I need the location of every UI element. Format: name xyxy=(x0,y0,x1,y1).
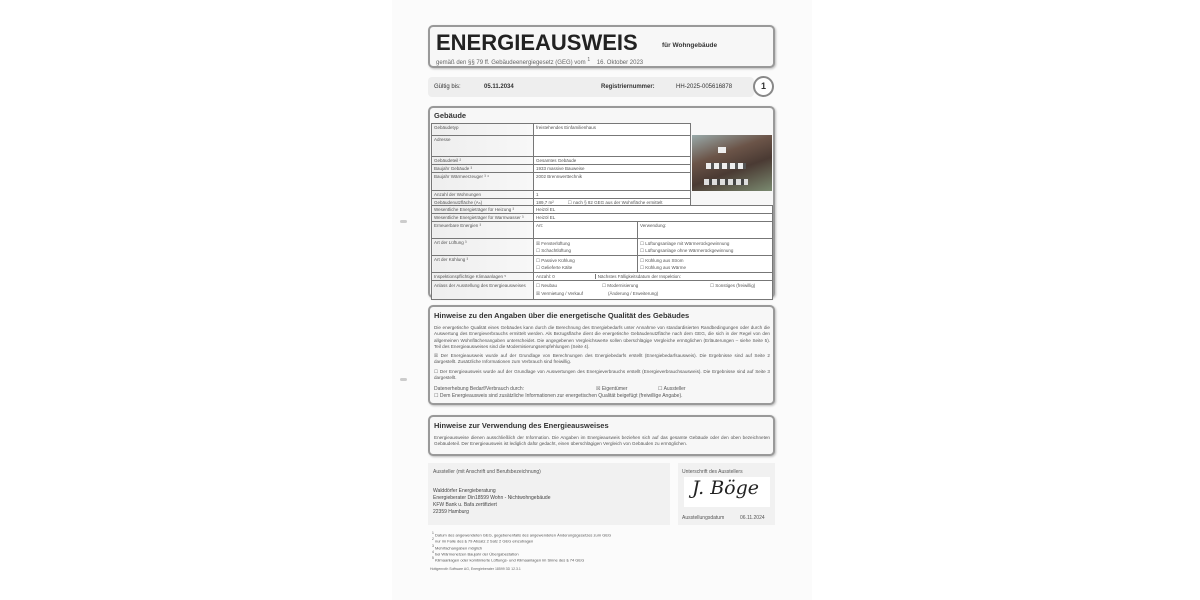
document-title: ENERGIEAUSWEIS xyxy=(436,30,638,55)
row-label: Baujahr Wärmeerzeuger ³ ⁴ xyxy=(432,173,534,191)
row-value: Art: xyxy=(534,222,638,239)
footnote: $^4$ bei Wärmenetzen Baujahr der Übergabestation xyxy=(432,549,519,557)
issuer-line: Energieberater Din18599 Wohn - Nichtwohngebäude xyxy=(433,495,551,501)
row-label: Gebäudetyp xyxy=(432,124,534,136)
footnote: $^3$ Mehrfachangaben möglich xyxy=(432,543,483,550)
checkbox-ventilation-no-recovery[interactable]: ☐ Lüftungsanlage ohne Wärmerückgewinnung xyxy=(640,248,734,253)
notes-paragraph: Die energetische Qualität eines Gebäudes kann durch die Berechnung des Energiebedarfs unter Annahme von standardisierten Randbedingungen oder durch die Auswertung des Energieverbrauchs ermittelt werden. Als Bezugsfläche dient die energetische Gebäudenutzfläche nach dem GEG, die sich in der Regel von den allgemeinen Wohnflächenangaben unterscheidet. Die angegebenen Vergleichswerte sollen überschlägige Vergleiche ermöglichen (Erläuterungen – siehe Seite 5). Teil des Energieausweises sind die Modernisierungsempfehlungen (Seite 4). xyxy=(434,325,770,349)
ventilation-label: Art der Lüftung ³ xyxy=(432,239,534,256)
checkbox-other[interactable]: ☐ Sonstiges (freiwillig) xyxy=(710,283,756,288)
checkbox-passive-cooling[interactable]: ☐ Passive Kühlung xyxy=(536,258,575,263)
notes-section xyxy=(428,305,775,405)
building-table-2 xyxy=(431,205,773,300)
checkbox-issuer[interactable]: ☐ Aussteller xyxy=(658,386,686,392)
checkbox-cooling-heat[interactable]: ☐ Kühlung aus Wärme xyxy=(640,265,687,270)
checkbox-ventilation-recovery[interactable]: ☐ Lüftungsanlage mit Wärmerückgewinnung xyxy=(640,241,730,246)
usage-heading: Hinweise zur Verwendung des Energieausweises xyxy=(434,421,609,430)
notes-heading: Hinweise zu den Angaben über die energetische Qualität des Gebäudes xyxy=(434,311,690,320)
row-value: 1 xyxy=(534,191,691,199)
punch-hole xyxy=(400,378,407,381)
building-table: Gebäudetyp freistehendes Einfamilienhaus Adresse Gebäudeteil ² Gesamtes Gebäude Baujahr Gebäude ³ 1933 massive Bauweise Baujahr Wärmeerzeuger ³ ⁴ 2002 Brennwerttechnik Anzahl der Wohnungen 1 Gebäudenutzfläche (Aₙ) 189,7 m² ☐ nach § 82 GEG aus der Wohnfläche ermittelt xyxy=(431,123,691,207)
row-value: Heizöl EL xyxy=(534,214,773,222)
inspection-label: Inspektionspflichtige Klimaanlagen ⁵ xyxy=(432,273,534,281)
issue-date-label: Ausstellungsdatum xyxy=(682,515,725,521)
software-credit: Hottgenroth Software AG, Energieberater 18599 3D 12.3.1 xyxy=(430,567,521,571)
issuer-line: Walddörfer Energieberatung xyxy=(433,488,496,494)
row-label: Erneuerbare Energien ³ xyxy=(432,222,534,239)
law-date: 16. Oktober 2023 xyxy=(596,60,644,66)
issuer-line: 22359 Hamburg xyxy=(433,509,469,515)
row-label: Baujahr Gebäude ³ xyxy=(432,165,534,173)
punch-hole xyxy=(400,220,407,223)
building-photo xyxy=(692,135,772,191)
inspection-next: Nächstes Fälligkeitsdatum der Inspektion: xyxy=(595,274,681,279)
row-value: 1933 massive Bauweise xyxy=(534,165,691,173)
cooling-label: Art der Kühlung ³ xyxy=(432,256,534,273)
row-value: 189,7 m² xyxy=(536,200,554,205)
signature-box xyxy=(678,463,775,525)
row-value: Gesamtes Gebäude xyxy=(534,157,691,165)
registration-number: HH-2025-005616878 xyxy=(676,84,733,90)
checkbox-delivered-cold[interactable]: ☐ Gelieferte Kälte xyxy=(536,265,573,270)
validity-bar xyxy=(428,77,754,97)
checkbox-additional-info[interactable]: ☐ Dem Energieausweis sind zusätzliche Informationen zur energetischen Qualität beigefügt (freiwillige Angabe). xyxy=(434,393,683,399)
row-label: Gebäudeteil ² xyxy=(432,157,534,165)
valid-date: 05.11.2034 xyxy=(484,84,514,90)
checkbox-rent-sale[interactable]: ☒ Vermietung / Verkauf xyxy=(536,291,584,296)
issuer-line: KFW Bank u. Bafa zertifiziert xyxy=(433,502,497,508)
checkbox-cooling-electric[interactable]: ☐ Kühlung aus Strom xyxy=(640,258,684,263)
building-heading: Gebäude xyxy=(434,111,467,120)
footnotes xyxy=(432,531,611,563)
row-value: freistehendes Einfamilienhaus xyxy=(534,124,691,136)
header-box xyxy=(428,25,775,68)
subtitle: für Wohngebäude xyxy=(662,42,718,49)
page-number: 1 xyxy=(753,76,774,97)
reason-label: Anlass der Ausstellung des Energieausweises xyxy=(432,281,534,300)
issuer-label: Aussteller (mit Anschrift und Berufsbezeichnung) xyxy=(433,469,541,475)
footnote: $^1$ Datum des angewendeten GEG, gegebenenfalls des angewendeten Änderungsgesetzes zum GEG xyxy=(432,531,612,538)
signature: J. Böge xyxy=(692,477,760,499)
checkbox-shaft-ventilation[interactable]: ☐ Schachtlüftung xyxy=(536,248,572,253)
signature-label: Unterschrift des Ausstellers xyxy=(682,469,743,475)
row-extra: nach § 82 GEG aus der Wohnfläche ermittelt xyxy=(573,200,663,205)
registration-label: Registriernummer: xyxy=(601,84,655,90)
usage-section xyxy=(428,415,775,456)
usage-paragraph: Energieausweise dienen ausschließlich der Information. Die Angaben im Energieausweis beziehen sich auf das gesamte Gebäude oder den oben bezeichneten Gebäudeteil. Der Energieausweis ist lediglich dafür gedacht, einen überschlägigen Vergleich von Gebäuden zu ermöglichen. xyxy=(434,435,770,447)
row-value: 2002 Brennwerttechnik xyxy=(534,173,691,191)
issue-date: 06.11.2024 xyxy=(740,515,765,521)
footnote-ref: 1 xyxy=(587,57,591,63)
checkbox-window-ventilation[interactable]: ☒ Fensterlüftung xyxy=(536,241,571,246)
modernisation-note: (Änderung / Erweiterung) xyxy=(608,291,659,296)
row-label: Gebäudenutzfläche (Aₙ) xyxy=(432,199,534,207)
inspection-count: Anzahl: 0 xyxy=(536,274,555,279)
checkbox-owner[interactable]: ☒ Eigentümer xyxy=(596,386,628,392)
row-extra: Verwendung: xyxy=(638,222,773,239)
row-label: Anzahl der Wohnungen xyxy=(432,191,534,199)
issuer-box xyxy=(428,463,670,525)
checkbox-modernisation[interactable]: ☐ Modernisierung xyxy=(602,283,639,288)
row-label: Wesentliche Energieträger für Warmwasser ³ xyxy=(432,214,534,222)
footnote: $^2$ nur im Falle des § 79 Absatz 2 Satz 2 GEG einzutragen xyxy=(432,537,534,544)
checkbox-new-building[interactable]: ☐ Neubau xyxy=(536,283,558,288)
data-collection-label: Datenerhebung Bedarf/Verbrauch durch: xyxy=(434,386,525,392)
footnote: $^5$ Klimaanlagen oder kombinierte Lüftungs- und Klimaanlagen im Sinne des § 74 GEG xyxy=(432,556,585,563)
row-value: Heizöl EL xyxy=(534,206,773,214)
checkbox-consumption-certificate[interactable]: ☐ Der Energieausweis wurde auf der Grundlage von Auswertungen des Energieverbrauchs erstellt (Energieverbrauchsausweis). Die Ergebnisse sind auf Seite 3 dargestellt. xyxy=(434,369,770,381)
law-text: gemäß den §§ 79 ff. Gebäudeenergiegesetz (GEG) vom xyxy=(436,60,586,66)
address-value xyxy=(534,136,691,157)
row-label: Adresse xyxy=(432,136,534,157)
checkbox-demand-certificate[interactable]: ☒ Der Energieausweis wurde auf der Grundlage von Berechnungen des Energiebedarfs erstellt (Energiebedarfsausweis). Die Ergebnisse sind auf Seite 2 dargestellt. Zusätzliche Informationen zum Verbrauch sind freiwillig. xyxy=(434,353,770,365)
row-label: Wesentliche Energieträger für Heizung ³ xyxy=(432,206,534,214)
valid-label: Gültig bis: xyxy=(434,84,461,90)
building-section xyxy=(428,106,775,298)
